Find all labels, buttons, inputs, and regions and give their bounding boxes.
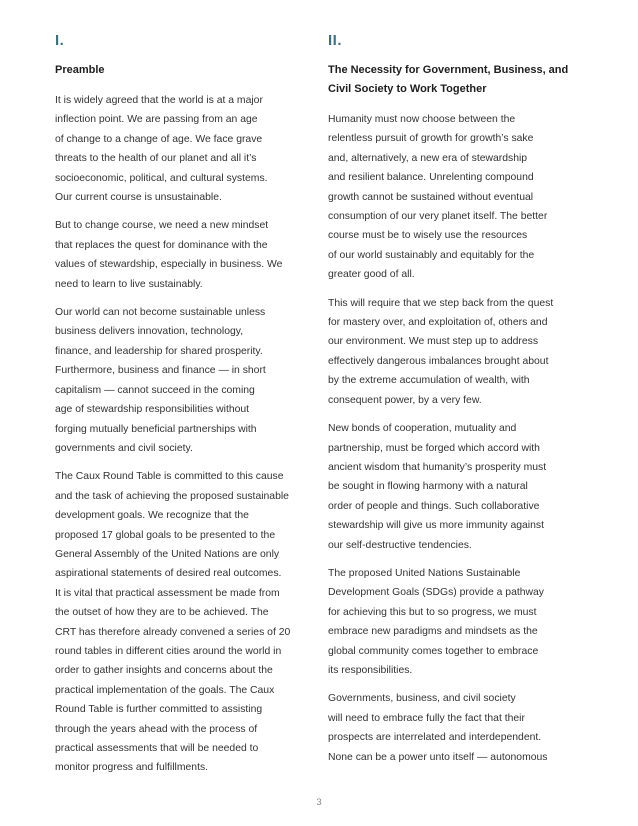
text-line: its responsibilities. [328,664,413,676]
text-line: Humanity must now choose between the [328,114,516,125]
text-line: and resilient balance. Unrelenting compound [328,172,534,184]
text-line: The Caux Round Table is committed to this cause [55,471,284,483]
text-line: practical implementation of the goals. The Caux [55,684,275,696]
text-line: values of stewardship, especially in business. We [55,259,283,271]
text-line: socioeconomic, political, and cultural systems. [55,172,268,184]
text-line: business delivers innovation, technology, [55,326,244,338]
text-line: and, alternatively, a new era of stewardship [328,152,528,164]
text-line: governments and civil society. [55,442,193,454]
text-line: practical assessments that will be needed to [55,743,259,754]
column-preamble [55,30,303,787]
text-line: proposed 17 global goals to be presented to the [55,529,276,541]
text-line: It is vital that practical assessment be made from [55,587,280,599]
section-heading [328,61,584,99]
text-line: Round Table is further committed to assisting [55,704,263,716]
paragraph [55,303,303,458]
text-line: order to gather insights and concerns about the [55,665,273,677]
text-line: be sought in flowing harmony with a natural [328,481,528,493]
text-line: through the years ahead with the process of [55,723,258,735]
text-line: forging mutually beneficial partnerships with [55,423,257,435]
paragraph [55,467,303,778]
text-line: Furthermore, business and finance — in short [55,365,266,377]
text-line: consumption of our very planet itself. The better [328,211,548,223]
text-line: will need to embrace fully the fact that their [328,712,525,724]
text-line: development goals. We recognize that the [55,510,249,522]
text-line: prospects are interrelated and interdependent. [328,732,542,744]
text-line: stewardship will give us more immunity against [328,520,544,532]
text-line: our environment. We must step up to address [328,336,539,348]
text-line: round tables in different cities around the world in [55,645,282,657]
text-line: by the extreme accumulation of wealth, with [328,375,530,387]
paragraph [328,294,584,410]
text-line: consequent power, by a very few. [328,394,482,406]
text-line: General Assembly of the United Nations are only [55,548,280,560]
paragraph [55,216,303,294]
heading-line: Civil Society to Work Together [328,83,487,95]
text-line: Development Goals (SDGs) provide a pathway [328,587,544,599]
text-line: relentless pursuit of growth for growth’s sake [328,133,534,145]
text-line: need to learn to live sustainably. [55,278,203,290]
text-line: New bonds of cooperation, mutuality and [328,423,517,435]
text-line: greater good of all. [328,269,415,281]
text-line: CRT has therefore already convened a series of 20 [55,626,291,638]
text-line: and the task of achieving the proposed sustainable [55,490,289,502]
paragraph [328,689,584,767]
text-line: It is widely agreed that the world is at a major [55,95,263,106]
paragraph [328,419,584,555]
section-heading: Preamble [55,64,105,76]
paragraph [328,564,584,680]
paragraph [328,110,584,285]
text-line: Our world can not become sustainable unless [55,307,266,319]
text-line: inflection point. We are passing from an age [55,114,258,126]
section-numeral: I. [55,32,65,49]
text-line: ancient wisdom that humanity’s prosperity must [328,461,547,473]
text-line: the outset of how they are to be achieved. The [55,607,269,619]
text-line: for achieving this but to so progress, we must [328,606,537,618]
text-line: But to change course, we need a new mindset [55,220,269,232]
text-line: age of stewardship responsibilities without [55,404,250,416]
text-line: our self-destructive tendencies. [328,539,472,551]
text-line: capitalism — cannot succeed in the coming [55,384,255,396]
text-line: of change to a change of age. We face grave [55,133,263,145]
column-necessity [328,30,584,776]
text-line: order of people and things. Such collaborative [328,500,540,512]
text-line: course must be to wisely use the resources [328,230,528,242]
text-line: The proposed United Nations Sustainable [328,567,521,579]
text-line: None can be a power unto itself — autonomous [328,751,548,763]
text-line: that replaces the quest for dominance with the [55,239,268,251]
text-line: for mastery over, and exploitation of, others and [328,317,548,329]
section-body [55,91,303,778]
text-line: effectively dangerous imbalances brought about [328,355,549,367]
section-body [328,110,584,767]
text-line: embrace new paradigms and mindsets as the [328,626,538,638]
page-number: 3 [316,797,322,808]
text-line: threats to the health of our planet and all it’s [55,153,257,165]
text-line: Our current course is unsustainable. [55,192,222,204]
text-line: of our world sustainably and equitably for the [328,249,535,261]
text-line: monitor progress and fulfillments. [55,762,209,774]
text-line: aspirational statements of desired real outcomes. [55,568,282,580]
heading-line: The Necessity for Government, Business, and [328,64,569,76]
text-line: Governments, business, and civil society [328,693,516,705]
text-line: finance, and leadership for shared prosperity. [55,345,263,357]
section-numeral: II. [328,32,343,49]
text-line: global community comes together to embrace [328,645,539,657]
text-line: partnership, must be forged which accord with [328,442,540,454]
text-line: This will require that we step back from the quest [328,297,554,309]
paragraph [55,91,303,207]
text-line: growth cannot be sustained without eventual [328,191,534,203]
